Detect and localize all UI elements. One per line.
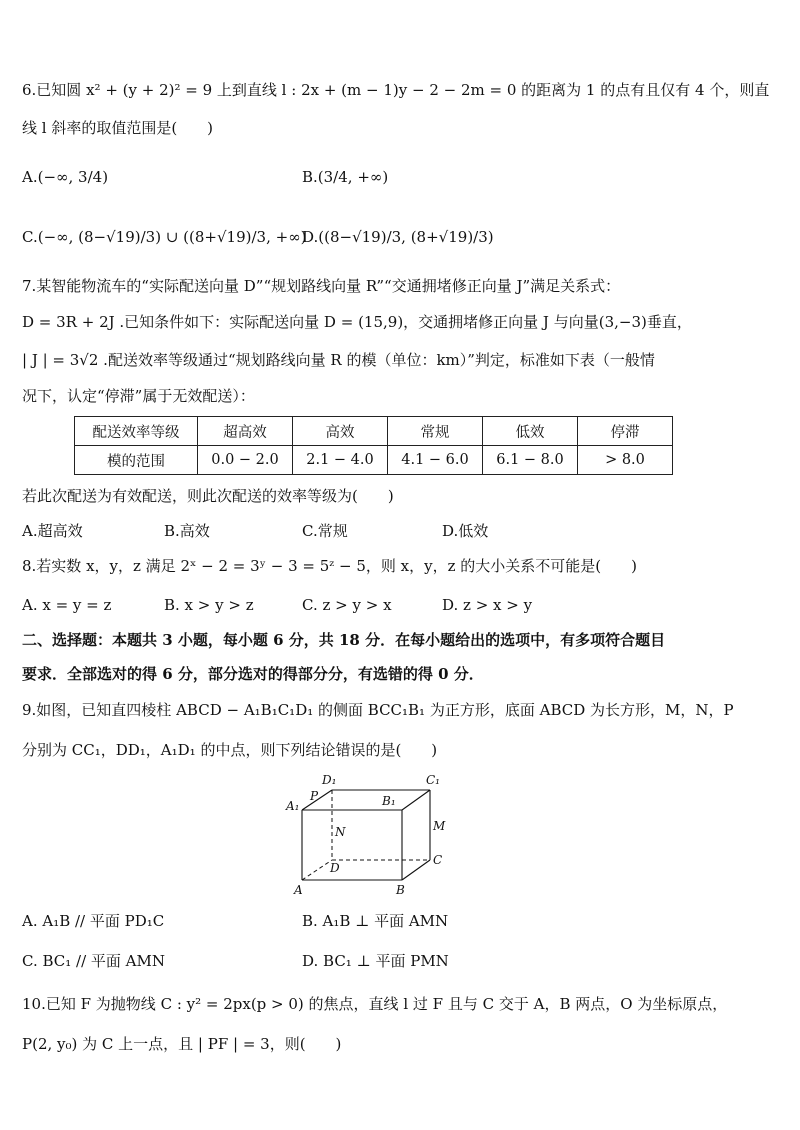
table-header-cell: 超高效 <box>198 417 293 446</box>
label-a1: A₁ <box>286 799 300 813</box>
q7-stem-line2: D = 3R + 2J .已知条件如下：实际配送向量 D = (15,9)，交通拥堵修正向量 J 与向量(3,−3)垂直， <box>22 313 692 331</box>
table-header-cell: 停滞 <box>578 417 673 446</box>
q6-option-d: D.((8−√19)/3, (8+√19)/3) <box>302 228 494 246</box>
label-c1: C₁ <box>426 773 440 787</box>
q7-stem-line1: 7.某智能物流车的“实际配送向量 D”“规划路线向量 R”“交通拥堵修正向量 J”满足关系式： <box>22 277 621 295</box>
table-header-cell: 配送效率等级 <box>75 417 198 446</box>
label-m: M <box>433 819 446 833</box>
q9-option-c: C. BC₁ // 平面 AMN <box>22 952 165 970</box>
q8-option-c: C. z > y > x <box>302 596 392 614</box>
q8-option-d: D. z > x > y <box>442 596 533 614</box>
edge-bc <box>402 860 430 880</box>
q8-option-a: A. x = y = z <box>22 596 112 614</box>
q9-option-b: B. A₁B ⊥ 平面 AMN <box>302 912 449 930</box>
label-c: C <box>433 853 443 867</box>
q10-stem-line1: 10.已知 F 为抛物线 C : y² = 2px(p > 0) 的焦点，直线 l 过 F 且与 C 交于 A，B 两点，O 为坐标原点， <box>22 995 728 1013</box>
section2-line1: 二、选择题：本题共 3 小题，每小题 6 分，共 18 分．在每小题给出的选项中，有多项符合题目 <box>22 631 666 649</box>
table-header-cell: 低效 <box>483 417 578 446</box>
q6-option-b: B.(3/4, +∞) <box>302 168 389 186</box>
q10-stem-line2: P(2, y₀) 为 C 上一点，且 | PF | = 3，则( ) <box>22 1035 342 1053</box>
table-cell: > 8.0 <box>578 446 673 475</box>
table-header-row <box>75 417 673 446</box>
label-a: A <box>294 883 303 897</box>
q7-stem-line5: 若此次配送为有效配送，则此次配送的效率等级为( ) <box>22 487 394 505</box>
table-cell: 4.1 − 6.0 <box>388 446 483 475</box>
table-cell: 6.1 − 8.0 <box>483 446 578 475</box>
label-p: P <box>310 789 319 803</box>
q6-option-c: C.(−∞, (8−√19)/3) ∪ ((8+√19)/3, +∞) <box>22 228 307 246</box>
table-cell: 模的范围 <box>75 446 198 475</box>
q6-stem-line2: 线 l 斜率的取值范围是( ) <box>22 119 214 137</box>
label-b: B <box>396 883 405 897</box>
label-d1: D₁ <box>322 773 337 787</box>
q7-stem-line3: | J | = 3√2 .配送效率等级通过“规划路线向量 R 的模（单位：km）”判定，标准如下表（一般情 <box>22 351 655 369</box>
q7-stem-line4: 况下，认定“停滞”属于无效配送）： <box>22 387 255 405</box>
q9-option-a: A. A₁B // 平面 PD₁C <box>22 912 165 930</box>
q6-stem-line1: 6.已知圆 x² + (y + 2)² = 9 上到直线 l : 2x + (m − 1)y − 2 − 2m = 0 的距离为 1 的点有且仅有 4 个，则直 <box>22 81 770 99</box>
q7-option-d: D.低效 <box>442 522 489 540</box>
table-cell: 0.0 − 2.0 <box>198 446 293 475</box>
q8-option-b: B. x > y > z <box>164 596 254 614</box>
q9-stem-line2: 分别为 CC₁，DD₁，A₁D₁ 的中点，则下列结论错误的是( ) <box>22 741 438 759</box>
q9-option-d: D. BC₁ ⊥ 平面 PMN <box>302 952 449 970</box>
q9-stem-line1: 9.如图，已知直四棱柱 ABCD − A₁B₁C₁D₁ 的侧面 BCC₁B₁ 为正方形，底面 ABCD 为长方形，M，N，P <box>22 701 734 719</box>
q8-stem: 8.若实数 x，y，z 满足 2ˣ − 2 = 3ʸ − 3 = 5ᶻ − 5，则 x，y，z 的大小关系不可能是( ) <box>22 557 637 575</box>
section2-line2: 要求．全部选对的得 6 分，部分选对的得部分分，有选错的得 0 分． <box>22 665 484 683</box>
table-header-cell: 常规 <box>388 417 483 446</box>
edge-b1c1 <box>402 790 430 810</box>
edge-ad-hidden <box>302 860 332 880</box>
q7-option-a: A.超高效 <box>22 522 83 540</box>
table-row <box>75 446 673 475</box>
prism-figure <box>280 772 450 900</box>
efficiency-table <box>74 416 673 475</box>
label-b1: B₁ <box>382 794 396 808</box>
q7-option-c: C.常规 <box>302 522 348 540</box>
label-n: N <box>335 825 346 839</box>
q6-option-a: A.(−∞, 3/4) <box>22 168 109 186</box>
table-cell: 2.1 − 4.0 <box>293 446 388 475</box>
q7-option-b: B.高效 <box>164 522 210 540</box>
label-d: D <box>330 861 340 875</box>
table-header-cell: 高效 <box>293 417 388 446</box>
